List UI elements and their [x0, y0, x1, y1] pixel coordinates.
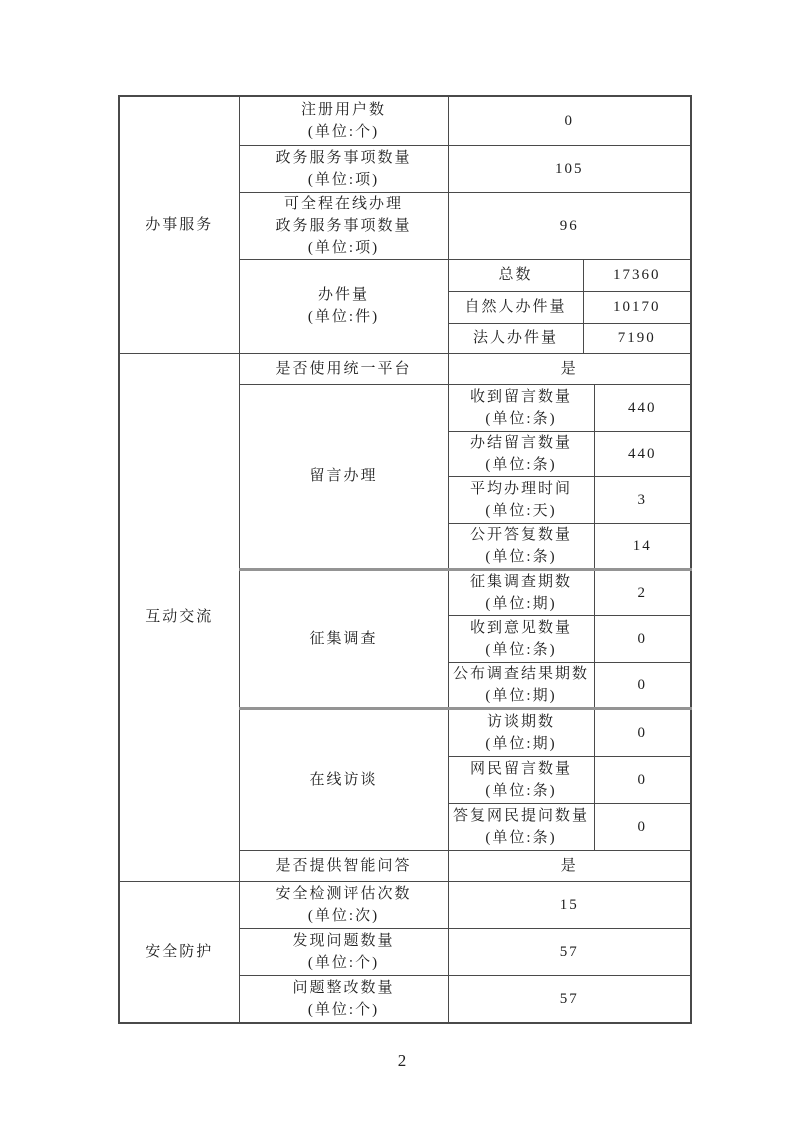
sub-label-legal-person: 法人办件量	[448, 323, 583, 353]
metric-label: 公布调查结果期数	[452, 665, 589, 682]
sub-value-results-published: 0	[594, 662, 691, 708]
sub-value-opinions-received: 0	[594, 615, 691, 662]
sub-value-public-replies: 14	[594, 523, 691, 569]
metric-label: 发现问题数量	[292, 932, 395, 949]
metric-registered-users	[239, 96, 448, 145]
category-interaction: 互动交流	[119, 353, 239, 881]
metric-unit: (单位:个)	[307, 1001, 380, 1018]
sub-value-questions-answered: 0	[594, 803, 691, 850]
sub-label-messages-resolved	[448, 431, 594, 476]
metric-unit: (单位:条)	[485, 829, 557, 846]
metric-unit: (单位:天)	[485, 502, 557, 519]
page-number: 2	[397, 1051, 407, 1070]
metric-unit: (单位:条)	[485, 410, 557, 427]
metric-unit: (单位:个)	[307, 123, 380, 140]
metric-label: 注册用户数	[300, 101, 386, 118]
metric-unit: (单位:项)	[307, 239, 380, 256]
sub-label-survey-periods	[448, 569, 594, 615]
sub-value-messages-resolved: 440	[594, 431, 691, 476]
metric-online-items	[239, 192, 448, 259]
metric-unit: (单位:期)	[485, 735, 557, 752]
sub-value-natural-person: 10170	[583, 291, 691, 323]
sub-value-survey-periods: 2	[594, 569, 691, 615]
metric-smart-qa-value: 是	[448, 850, 691, 881]
metric-problems-found	[239, 928, 448, 975]
metric-label: 安全检测评估次数	[275, 885, 412, 902]
sub-value-legal-person: 7190	[583, 323, 691, 353]
metric-service-items	[239, 145, 448, 192]
sub-label-opinions-received	[448, 615, 594, 662]
metric-unit: (单位:期)	[485, 595, 557, 612]
sub-label-avg-handling-time	[448, 476, 594, 523]
sub-label-netizen-messages	[448, 756, 594, 803]
sub-value-interview-periods: 0	[594, 708, 691, 756]
metric-label: 平均办理时间	[469, 480, 572, 497]
metric-label: 问题整改数量	[292, 979, 395, 996]
sub-value-netizen-messages: 0	[594, 756, 691, 803]
metric-label: 政务服务事项数量	[275, 217, 412, 234]
metric-label: 访谈期数	[486, 713, 555, 730]
metric-label: 办结留言数量	[469, 434, 572, 451]
metric-unit: (单位:条)	[485, 456, 557, 473]
sub-value-total: 17360	[583, 259, 691, 291]
group-case-volume	[239, 259, 448, 353]
metric-problems-found-value: 57	[448, 928, 691, 975]
annual-report-table	[118, 95, 692, 1024]
group-surveys: 征集调查	[239, 569, 448, 708]
metric-unit: (单位:次)	[307, 907, 380, 924]
metric-label: 可全程在线办理	[283, 195, 403, 212]
metric-service-items-value: 105	[448, 145, 691, 192]
metric-problems-fixed	[239, 975, 448, 1023]
metric-label: 网民留言数量	[469, 760, 572, 777]
sub-value-avg-handling-time: 3	[594, 476, 691, 523]
category-service: 办事服务	[119, 96, 239, 353]
metric-label: 政务服务事项数量	[275, 149, 412, 166]
metric-label: 公开答复数量	[469, 526, 572, 543]
sub-value-messages-received: 440	[594, 384, 691, 431]
metric-security-checks	[239, 881, 448, 928]
sub-label-messages-received	[448, 384, 594, 431]
metric-unified-platform: 是否使用统一平台	[239, 353, 448, 384]
metric-unit: (单位:期)	[485, 687, 557, 704]
metric-unit: (单位:条)	[485, 782, 557, 799]
metric-unified-platform-value: 是	[448, 353, 691, 384]
metric-smart-qa: 是否提供智能问答	[239, 850, 448, 881]
metric-label: 答复网民提问数量	[452, 807, 589, 824]
category-security: 安全防护	[119, 881, 239, 1023]
group-label: 办件量	[317, 287, 369, 303]
group-message-handling: 留言办理	[239, 384, 448, 569]
metric-unit: (单位:条)	[485, 641, 557, 658]
group-unit: (单位:件)	[307, 309, 380, 325]
metric-unit: (单位:条)	[485, 548, 557, 565]
metric-unit: (单位:个)	[307, 954, 380, 971]
metric-label: 收到意见数量	[469, 619, 572, 636]
metric-label: 征集调查期数	[469, 573, 572, 590]
sub-label-natural-person: 自然人办件量	[448, 291, 583, 323]
sub-label-interview-periods	[448, 708, 594, 756]
metric-unit: (单位:项)	[307, 171, 380, 188]
metric-problems-fixed-value: 57	[448, 975, 691, 1023]
metric-security-checks-value: 15	[448, 881, 691, 928]
sub-label-questions-answered	[448, 803, 594, 850]
sub-label-results-published	[448, 662, 594, 708]
group-interviews: 在线访谈	[239, 708, 448, 850]
metric-online-items-value: 96	[448, 192, 691, 259]
sub-label-public-replies	[448, 523, 594, 569]
metric-label: 收到留言数量	[469, 388, 572, 405]
sub-label-total: 总数	[448, 259, 583, 291]
metric-registered-users-value: 0	[448, 96, 691, 145]
